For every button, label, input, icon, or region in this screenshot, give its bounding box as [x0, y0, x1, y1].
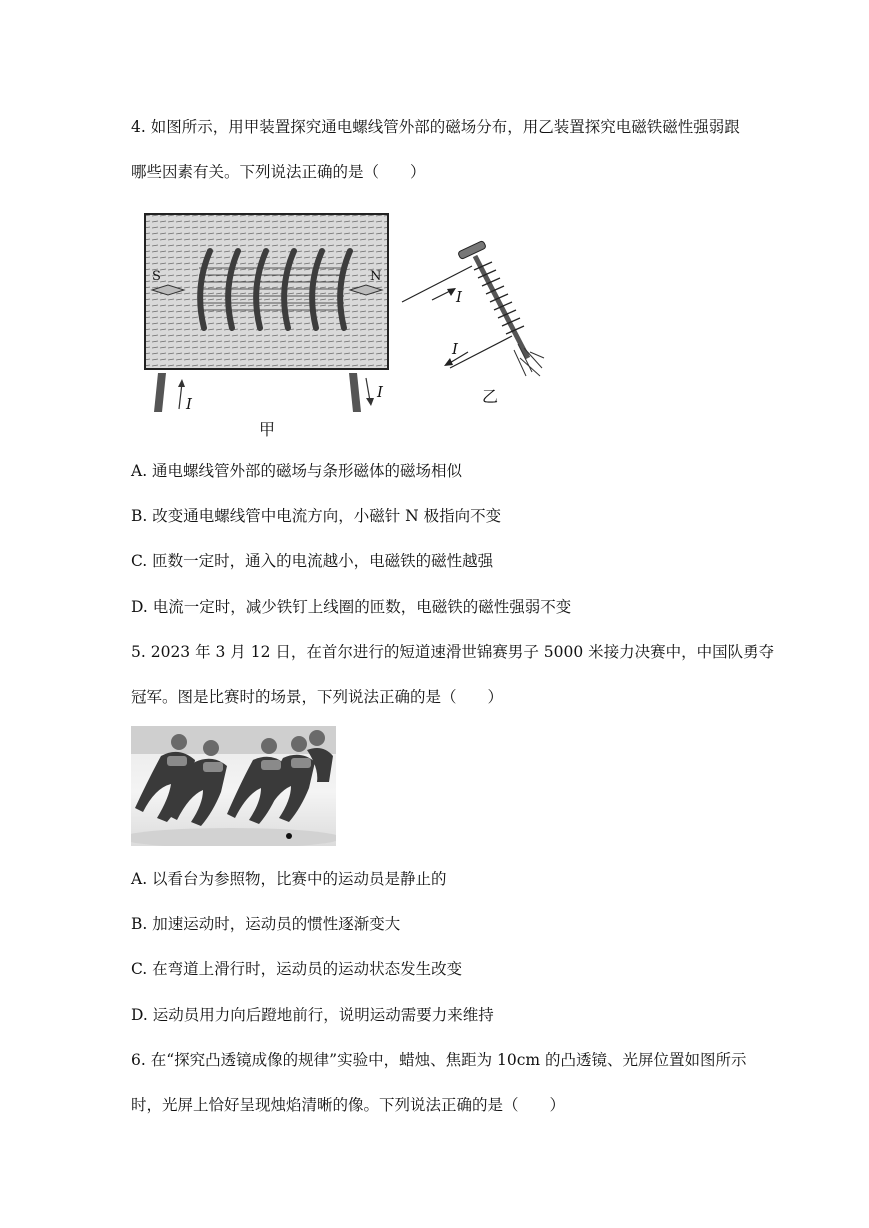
pole-n-label: N — [370, 269, 382, 284]
current-label-bottom: I — [452, 340, 458, 358]
figure-label-jia: 甲 — [259, 420, 276, 439]
pole-s-label: S — [152, 269, 161, 284]
q4-option-a: A. 通电螺线管外部的磁场与条形磁体的磁场相似 — [131, 462, 463, 480]
q5-option-b: B. 加速运动时，运动员的惯性逐渐变大 — [131, 915, 401, 933]
electromagnet-figure-yi — [400, 240, 560, 410]
q4-option-c: C. 匝数一定时，通入的电流越小，电磁铁的磁性越强 — [131, 552, 494, 570]
q5-stem-line2: 冠军。图是比赛时的场景，下列说法正确的是（ ） — [131, 688, 504, 706]
q4-option-d: D. 电流一定时，减少铁钉上线圈的匝数，电磁铁的磁性强弱不变 — [131, 598, 572, 616]
q5-option-c: C. 在弯道上滑行时，运动员的运动状态发生改变 — [131, 960, 463, 978]
q4-option-b: B. 改变通电螺线管中电流方向，小磁针 N 极指向不变 — [131, 507, 502, 525]
nail-diagram — [400, 240, 560, 380]
q4-stem-line1: 4. 如图所示，用甲装置探究通电螺线管外部的磁场分布，用乙装置探究电磁铁磁性强弱跟 — [131, 118, 740, 136]
q6-stem-line1: 6. 在“探究凸透镜成像的规律”实验中，蜡烛、焦距为 10cm 的凸透镜、光屏位置如图所示 — [131, 1051, 747, 1069]
solenoid-diagram — [144, 213, 389, 413]
skaters-illustration — [131, 726, 336, 846]
q5-stem-line1: 5. 2023 年 3 月 12 日，在首尔进行的短道速滑世锦赛男子 5000 米接力决赛中，中国队勇夺 — [131, 643, 775, 661]
q5-option-d: D. 运动员用力向后蹬地前行，说明运动需要力来维持 — [131, 1006, 494, 1024]
figure-label-yi: 乙 — [482, 387, 499, 406]
q6-stem-line2: 时，光屏上恰好呈现烛焰清晰的像。下列说法正确的是（ ） — [131, 1096, 566, 1114]
solenoid-figure-jia — [144, 213, 389, 413]
speed-skating-photo — [131, 726, 336, 846]
current-label-right: I — [377, 383, 383, 401]
current-label-left: I — [186, 395, 192, 413]
q5-option-a: A. 以看台为参照物，比赛中的运动员是静止的 — [131, 870, 447, 888]
q4-stem-line2: 哪些因素有关。下列说法正确的是（ ） — [131, 163, 426, 181]
current-label-top: I — [456, 288, 462, 306]
